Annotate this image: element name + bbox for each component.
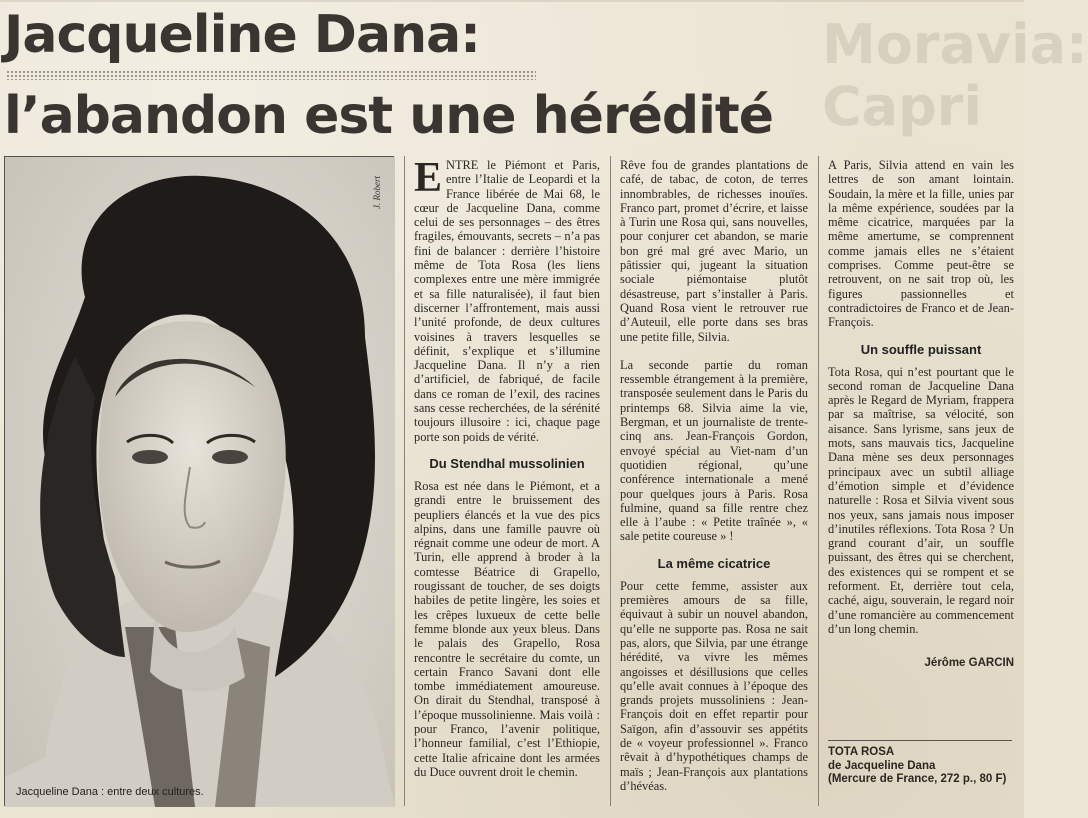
- drop-cap: E: [414, 155, 443, 201]
- article-paragraph: Tota Rosa, qui n’est pourtant que le second roman de Jacqueline Dana après le Regard de Myriam, frappera par sa maîtrise, sa vélocité, son aisance. Sans lyrisme, sans jeux de mots, sans mauvais tics, Jacqueline Dana mène ses deux personnages principaux avec un subtil alliage d’émotion simple et d’évidence naturelle : Rosa et Silvia vivent sous nos yeux, sans jamais nous imposer d’inutiles réflexions. Tota Rosa ? Un grand courant d’air, un souffle puissant, des êtres qui se cherchent, des existences qui se rompent et se reforment. Et, derrière tout cela, caché, aigu, souverain, le regard noir d’une romancière au commencement d’un long chemin.: [828, 364, 1014, 636]
- article-paragraph: Pour cette femme, assister aux premières amours de sa fille, équivaut à subir un nouvel abandon, qu’elle ne supporte pas. Rosa ne sait pas, alors, que Silvia, par une étrange hérédité, va vivre les mêmes angoisses et désillusions que celles qu’elle avait connues à l’époque des grands projets mussoliniens : Jean-François doit en effet repartir pour Saïgon, afin d’assouvir ses appétits de « voyeur professionnel ». Franco rêvait à d’hypothétiques champs de maïs ; Jean-François aux plantations d’hévéas.: [620, 578, 808, 793]
- page-fold: [0, 0, 1024, 2]
- paragraph-text: NTRE le Piémont et Paris, entre l’Italie de Leopardi et la France libérée de Mai 68, le cœur de Jacqueline Dana, comme celui de ses personnages – des êtres fragiles, émouvants, secrets – n’a pas fini de balancer : derrière l’histoire même de Tota Rosa (les liens complexes entre une mère immigrée et sa fille naturalisée), il faut bien discerner l’affrontement, mais aussi l’unité profonde, de deux cultures voisines à travers lesquelles se définit, s’explique et s’illumine Jacqueline Dana. Il n’y a rien d’artificiel, de fabriqué, de facile dans ce roman de l’exil, des racines sans cesse recherchées, de la sérénité toujours illusoire : ici, chaque page porte son poids de vérité.: [414, 158, 600, 444]
- article-paragraph: [414, 155, 600, 444]
- subheading: Un souffle puissant: [860, 341, 982, 357]
- article-paragraph: Rosa est née dans le Piémont, et a grandi entre le bruissement des peupliers élancés et la vue des pics alpins, dans une famille pauvre où régnait comme une odeur de mort. A Turin, elle apprend à broder à la comtesse Béatrice di Grapello, rougissant de toucher, de ses doigts habiles de petite lingère, les soies et les crêpes luxueux de cette belle femme blonde aux yeux bleus. Dans le palais des Grapello, Rosa rencontre le secrétaire du comte, un certain Franco Savani dont elle tombe immédiatement amoureuse. On dirait du Stendhal, transposé à l’époque mussolinienne. Mais voilà : pour Franco, l’avenir politique, l’honneur familial, c’est l’Ethiopie, cette Italie africaine dont les armées du Duce ouvrent droit le chemin.: [414, 478, 600, 779]
- article-paragraph: A Paris, Silvia attend en vain les lettres de son amant lointain. Soudain, la mère et la fille, unies par la même expérience, soudées par la même cicatrice, marquées par la même amertume, se comprennent comme jamais elles ne s’étaient comprises. Comme peut-être se retrouvent, on ne sait trop où, les figures passionnelles et contradictoires de Franco et de Jean-François.: [828, 158, 1014, 330]
- adjacent-article-headline: [822, 13, 1088, 144]
- subheading: La même cicatrice: [657, 555, 771, 571]
- article-paragraph: Rêve fou de grandes plantations de café, de tabac, de coton, de terres innombrables, de richesses inouïes. Franco part, promet d’écrire, et laisse à Turin une Rosa qui, sans nouvelles, pour conjurer cet abandon, se marie bon gré mal gré avec Mario, un pâtissier qui, jugeant la situation sociale piémontaise plutôt désastreuse, part s’installer à Paris. Quand Rosa vient le retrouver rue d’Auteuil, elle porte dans ses bras une petite fille, Silvia.: [620, 158, 808, 344]
- column-divider: [610, 156, 611, 806]
- book-title: TOTA ROSA: [828, 746, 895, 758]
- author-photo: [4, 156, 394, 806]
- photo-credit: J. Robert: [372, 176, 382, 209]
- headline-line2: l’abandon est une hérédité: [4, 86, 774, 146]
- adjacent-headline-line2: Capri: [822, 75, 982, 138]
- book-info: [828, 746, 1014, 787]
- column-divider: [818, 156, 819, 806]
- article-column-3: [828, 158, 1014, 736]
- author-signature: Jérôme GARCIN: [924, 657, 1014, 670]
- portrait-illustration: [5, 157, 395, 807]
- column-divider: [404, 156, 405, 806]
- article-column-1: [414, 155, 600, 810]
- book-details: (Mercure de France, 272 p., 80 F): [828, 773, 1007, 785]
- photo-caption: Jacqueline Dana : entre deux cultures.: [16, 786, 204, 798]
- subheading: Du Stendhal mussolinien: [429, 455, 585, 471]
- book-author: de Jacqueline Dana: [828, 759, 936, 772]
- headline-line1: Jacqueline Dana:: [4, 5, 480, 65]
- article-paragraph: La seconde partie du roman ressemble étrangement à la première, transposée seulement dans le Paris du printemps 68. Silvia aime la vie, Bergman, et un journaliste de trente-cinq ans. Jean-François Gordon, envoyé spécial au Viet-nam d’un quotidien régional, qu’une conférence internationale a mené pour quelques jours à Paris. Rosa fulmine, quand sa fille rentre chez elle à l’aube : « Petite traînée », « sale petite coureuse » !: [620, 357, 808, 544]
- headline-dotted-rule: [6, 70, 536, 80]
- book-info-rule: [828, 740, 1012, 741]
- adjacent-headline-line1: Moravia:: [822, 13, 1088, 76]
- article-column-2: [620, 158, 808, 810]
